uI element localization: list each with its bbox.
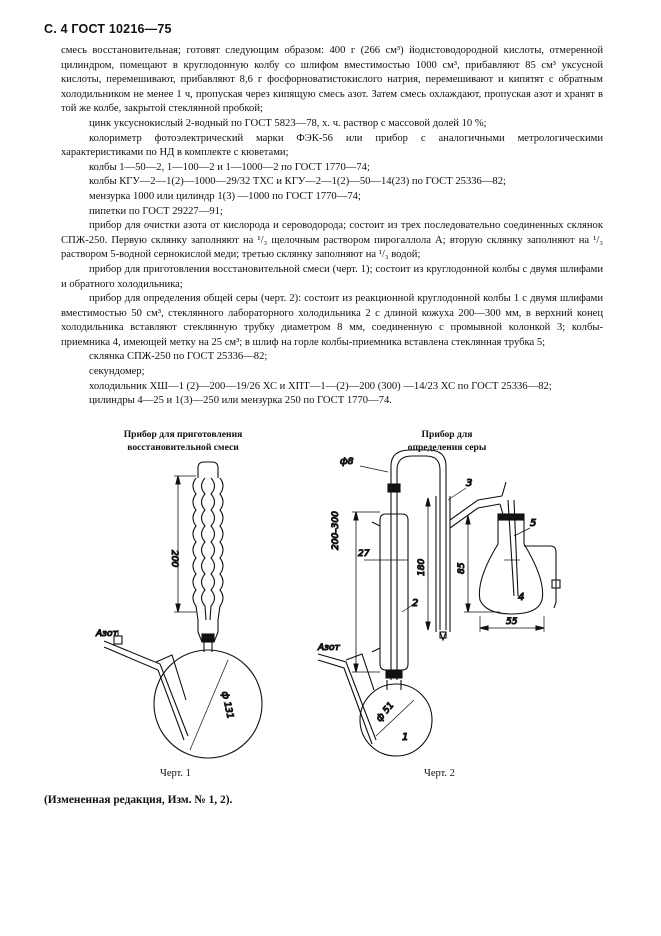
- condenser-top: [198, 462, 218, 478]
- connecting-tube-outer: [391, 450, 446, 630]
- figure2-dim-27: 27: [358, 549, 370, 559]
- amendment-note: (Измененная редакция, Изм. № 1, 2).: [44, 794, 233, 806]
- leader-3: [448, 488, 466, 500]
- condenser-inner-right: [210, 478, 215, 620]
- connecting-tube-inner: [397, 456, 440, 630]
- receiver-joint: [498, 514, 524, 520]
- figure2-label-1: 1: [402, 732, 409, 743]
- figure1-gas-label: Азот: [96, 629, 118, 639]
- paragraph: мензурка 1000 или цилиндр 1(3) —1000 по ГОСТ 1770—74;: [89, 190, 361, 202]
- condenser-jacket: [380, 514, 408, 670]
- paragraph: колбы КГУ—2—1(2)—1000—29/32 ТХС и КГУ—2—1(2)—50—14(23) по ГОСТ 25336—82;: [89, 176, 506, 188]
- figure1-apparatus: [104, 462, 262, 758]
- figure2-dim-jacket: 200–300: [331, 511, 341, 550]
- figure2-label-5: 5: [530, 518, 537, 529]
- outlet-tube: [450, 496, 502, 528]
- figure2-label-2: 2: [412, 598, 419, 609]
- receiver-flask: [479, 520, 542, 614]
- column-tip: [440, 632, 446, 640]
- paragraph: прибор для определения общей серы (черт. 2): состоит из реакционной круглодонной колбы 1 с двумя шлифами вместимостью 50 см³, стеклянного лабораторного холодильника 2 с длиной кожуха 200—300 мм, в верхний конец холодильника вставляют стеклянную трубку диаметром 8 мм, соединенную с промывной колонкой 3; колбы-приемника 4, имеющей метку на 25 см³; в шлиф на горле колбы-приемника вставлена стеклянная трубка 5;: [61, 293, 603, 348]
- figure1-title-line2: восстановительной смеси: [127, 442, 239, 453]
- paragraph: цинк уксуснокислый 2-водный по ГОСТ 5823—78, х. ч. раствор с массовой долей 10 %;: [89, 117, 487, 129]
- leader-5: [514, 528, 530, 536]
- paragraph: прибор для очистки азота от кислорода и сероводорода; состоит из трех последовательно соединенных склянок СПЖ-250. Первую склянку заполняют на ¹/₃ щелочным раствором пирогаллола А; вторую склянку заполняют на ¹/₃ раствором 5-водной сернокислой меди; третью склянку заполняют на ¹/₃ водой;: [61, 220, 603, 261]
- reaction-flask: [360, 684, 432, 756]
- figure2-gas-label: Азот: [318, 643, 340, 653]
- condenser-left-wall: [193, 478, 198, 632]
- dim-ext-200: [174, 476, 196, 612]
- top-joint: [388, 484, 400, 492]
- paragraph: пипетки по ГОСТ 29227—91;: [89, 205, 223, 217]
- condenser-inner-left: [202, 478, 207, 620]
- nitrogen-inlet-tube: [104, 641, 188, 740]
- flask-joint-2: [386, 670, 402, 678]
- paragraph: смесь восстановительная; готовят следующим образом: 400 г (266 см³) йодистоводородной кислоты, отмеренной цилиндром, помещают в круглодонную колбу со шлифом вместимостью 1000 см³, прибавляют 85 см³ уксусной кислоты, перемешивают, прибавляют 8,6 г фосфорноватистокислого натрия, перемешивают и кипятят с обратным холодильником не менее 1 ч, пропуская через кипящую смесь азот. Затем смесь охлаждают, пропуская азот и хранят в той же колбе, закрытой стеклянной пробкой;: [61, 45, 603, 115]
- figure2-dim-180: 180: [417, 558, 427, 576]
- figure2-title-line2: определения серы: [407, 442, 487, 453]
- figure1-dim-height: 200: [169, 550, 179, 568]
- paragraph: цилиндры 4—25 и 1(3)—250 или мензурка 250 по ГОСТ 1770—74.: [89, 395, 392, 407]
- leader-f8: [360, 466, 388, 472]
- figure2-caption: Черт. 2: [424, 768, 455, 779]
- side-arm-tip: [554, 590, 556, 608]
- figure2-dim-85: 85: [457, 562, 467, 574]
- paragraph: колбы 1—50—2, 1—100—2 и 1—1000—2 по ГОСТ 1770—74;: [89, 161, 370, 173]
- figure2-title-line1: Прибор для: [421, 429, 473, 440]
- figure1-title-line1: Прибор для приготовления: [123, 429, 243, 440]
- figure2-dim-diameter: ф 51: [374, 700, 397, 724]
- paragraph: прибор для приготовления восстановительной смеси (черт. 1); состоит из круглодонной колбы с двумя шлифами и обратного холодильника;: [61, 263, 603, 290]
- figure2-label-3: 3: [466, 478, 473, 489]
- condenser-right-wall: [218, 478, 223, 632]
- paragraph: колориметр фотоэлектрический марки ФЭК-56 или прибор с аналогичными метрологическими характеристиками по НД в комплекте с кюветами;: [61, 132, 603, 159]
- wash-column: [436, 496, 450, 632]
- condenser-ports: [372, 522, 380, 652]
- joint-clamp: [202, 634, 214, 642]
- figure2-dim-tube: ф8: [340, 457, 354, 467]
- page-header: С. 4 ГОСТ 10216—75: [44, 22, 172, 36]
- figure1-caption: Черт. 1: [160, 768, 191, 779]
- figure2-apparatus: [318, 450, 560, 756]
- figure1-dim-diameter: ф 131: [219, 690, 235, 720]
- paragraph: холодильник ХШ—1 (2)—200—19/26 ХС и ХПТ—1—(2)—200 (300) —14/23 ХС по ГОСТ 25336—82;: [89, 380, 552, 392]
- paragraph: секундомер;: [89, 366, 145, 378]
- outlet-bend: [500, 482, 506, 518]
- paragraph: склянка СПЖ-250 по ГОСТ 25336—82;: [89, 351, 268, 363]
- figure2-dim-55: 55: [506, 617, 518, 627]
- condenser-inner-tube: [391, 492, 397, 680]
- figure2-label-4: 4: [518, 592, 525, 603]
